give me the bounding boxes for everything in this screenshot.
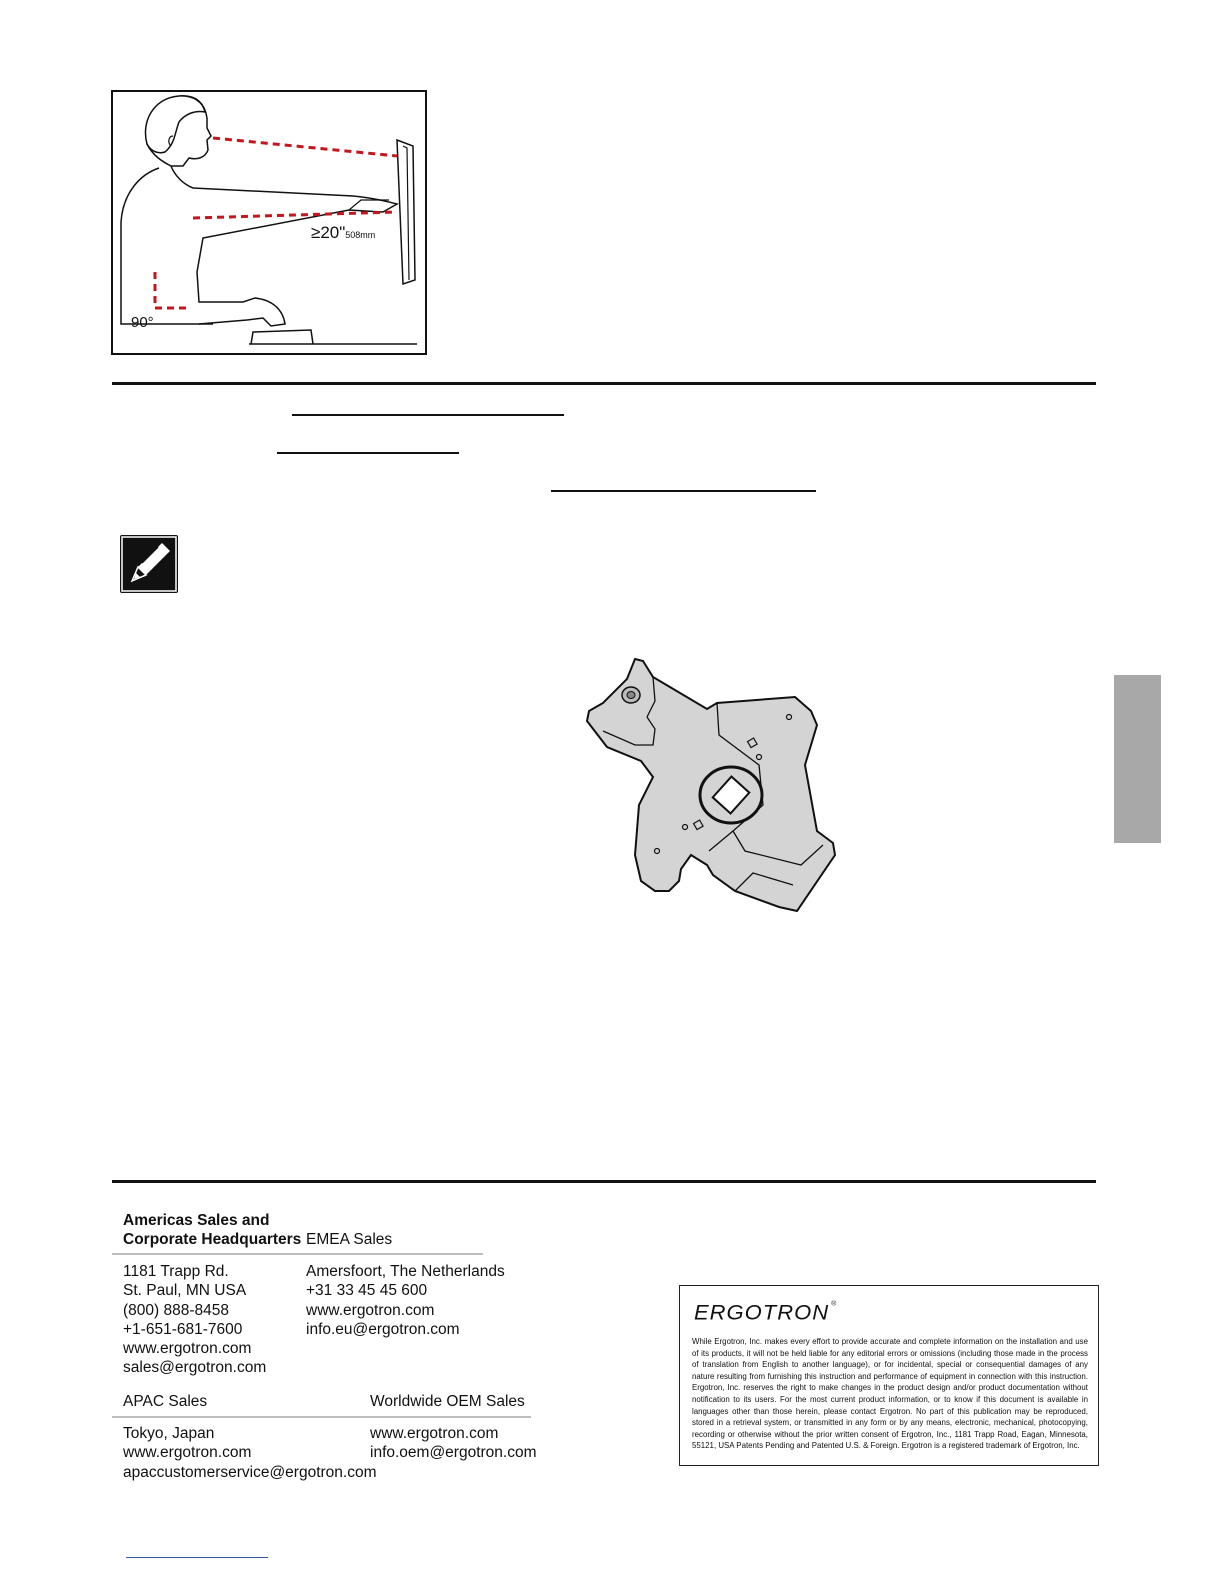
ergonomic-illustration xyxy=(111,90,427,355)
americas-heading-line2: Corporate Headquarters xyxy=(123,1231,302,1249)
emea-line: Amersfoort, The Netherlands xyxy=(306,1263,505,1280)
americas-heading-line1: Americas Sales and xyxy=(123,1212,270,1229)
emea-heading: EMEA Sales xyxy=(306,1231,393,1248)
disclaimer-box xyxy=(679,1285,1099,1466)
distance-label xyxy=(311,223,375,243)
americas-line: 1181 Trapp Rd. xyxy=(123,1263,229,1280)
footer-link-underline xyxy=(126,1557,268,1558)
oem-heading: Worldwide OEM Sales xyxy=(370,1393,525,1410)
distance-value: ≥20" xyxy=(311,223,346,242)
note-pencil-icon xyxy=(120,535,178,593)
americas-line: sales@ergotron.com xyxy=(123,1359,267,1377)
apac-line: www.ergotron.com xyxy=(123,1444,252,1462)
ergotron-logo xyxy=(694,1301,837,1326)
underline-2 xyxy=(277,452,459,454)
underline-1 xyxy=(292,414,564,416)
section-tab xyxy=(1114,675,1161,843)
contacts-separator-bottom xyxy=(112,1416,531,1418)
americas-details xyxy=(123,1262,266,1378)
underline-3 xyxy=(551,490,816,492)
apac-line: Tokyo, Japan xyxy=(123,1425,215,1442)
section-divider-bottom xyxy=(112,1180,1096,1183)
distance-mm: 508mm xyxy=(345,230,376,240)
oem-details xyxy=(370,1424,537,1463)
apac-line: apaccustomerservice@ergotron.com xyxy=(123,1463,377,1481)
americas-line: (800) 888-8458 xyxy=(123,1301,229,1319)
section-divider-top xyxy=(112,382,1096,385)
registered-mark: ® xyxy=(831,1300,838,1308)
oem-line: www.ergotron.com xyxy=(370,1425,499,1442)
apac-details xyxy=(123,1424,377,1482)
americas-line: +1-651-681-7600 xyxy=(123,1320,243,1338)
bracket-illustration xyxy=(583,655,840,912)
contacts-separator-top xyxy=(112,1253,483,1255)
emea-details xyxy=(306,1262,505,1339)
americas-line: St. Paul, MN USA xyxy=(123,1282,247,1300)
seated-user-illustration xyxy=(113,92,425,353)
emea-line: +31 33 45 45 600 xyxy=(306,1282,428,1300)
apac-heading: APAC Sales xyxy=(123,1393,208,1410)
emea-line: info.eu@ergotron.com xyxy=(306,1320,460,1338)
americas-heading xyxy=(123,1211,301,1250)
angle-label: 90° xyxy=(131,314,154,331)
disclaimer-text: While Ergotron, Inc. makes every effort to provide accurate and complete information on the installation and use of its products, it will not be held liable for any editorial errors or omissions (including those made in the process of translation from English to another language), or for incidental, special or consequential damages of any nature resulting from furnishing this instruction and performance of equipment in connection with this instruction. Ergotron, Inc. reserves the right to make changes in the product design and/or product documentation without notification to its users. For the most current product information, or to know if this document is available in languages other than those herein, please contact Ergotron. No part of this publication may be reproduced, stored in a retrieval system, or transmitted in any form or by any means, electronic, mechanical, photocopying, recording or otherwise without the prior written consent of Ergotron, Inc., 1181 Trapp Road, Eagan, Minnesota, 55121, USA Patents Pending and Patented U.S. & Foreign. Ergotron is a registered trademark of Ergotron, Inc. xyxy=(692,1337,1088,1451)
americas-line: www.ergotron.com xyxy=(123,1340,252,1358)
emea-line: www.ergotron.com xyxy=(306,1301,435,1319)
logo-text: ERGOTRON xyxy=(694,1300,830,1325)
oem-line: info.oem@ergotron.com xyxy=(370,1444,537,1462)
